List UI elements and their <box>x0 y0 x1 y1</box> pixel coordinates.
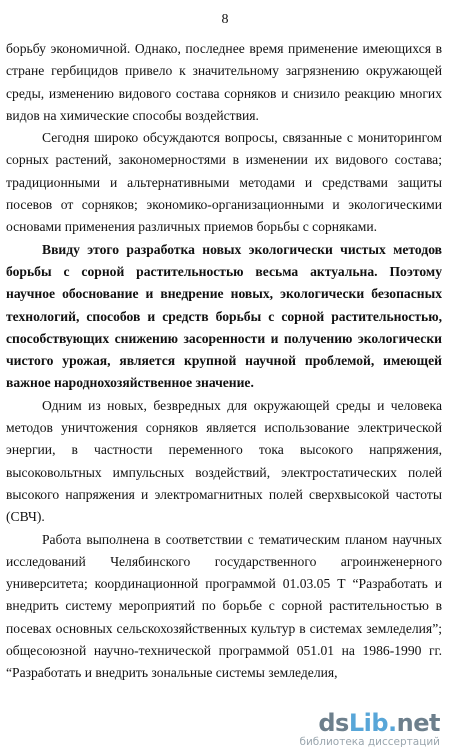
logo-lib: Lib <box>348 709 389 737</box>
paragraph-4: Одним из новых, безвредных для окружающей среды и человека методов уничтожения сорняков является использование электрической энергии, в частности переменного тока высокого напряжения, высоковольтных импульсных воздействий, электростатических полей высокого напряжения и электромагнитных полей сверхвысокой частоты (СВЧ). <box>6 397 442 525</box>
dslib-logo <box>318 711 440 735</box>
document-body <box>6 38 442 685</box>
logo-dot: . <box>388 709 397 737</box>
paragraph-1: борьбу экономичной. Однако, последнее время применение имеющихся в стране гербицидов привело к значительному загрязнению окружающей среды, изменению видового состава сорняков и снизило реакцию многих видов на химические способы воздействия. <box>6 41 442 123</box>
page-number: 8 <box>221 12 229 27</box>
dslib-watermark <box>299 711 440 748</box>
logo-ds: ds <box>318 709 349 737</box>
paragraph-3-bold: Ввиду этого разработка новых экологически чистых методов борьбы с сорной растительностью весьма актуальна. Поэтому научное обоснование и внедрение новых, экологически безопасных технологий, способов и средств борьбы с сорной растительностью, способствующих снижению засоренности и получению экологически чистого урожая, является крупной научной проблемой, имеющей важное народнохозяйственное значение. <box>6 241 442 391</box>
paragraph-5: Работа выполнена в соответствии с тематическим планом научных исследований Челябинского государственного агроинженерного университета; координационной программой 01.03.05 Т “Разработать и внедрить систему мероприятий по борьбе с сорной растительностью в посевах основных сельскохозяйственных культур в системах земледелия”; общесоюзной научно-технической программой 051.01 на 1986-1990 гг. “Разработать и внедрить зональные системы земледелия, <box>6 531 442 681</box>
logo-net: net <box>396 709 440 737</box>
watermark-subtitle: библиотека диссертаций <box>299 736 440 748</box>
paragraph-2: Сегодня широко обсуждаются вопросы, связанные с мониторингом сорных растений, закономерностями в изменении их видового состава; традиционными и альтернативными методами и средствами защиты посевов от сорняков; экономико-организационными и экологическими основами применения различных приемов борьбы с сорняками. <box>6 130 442 235</box>
